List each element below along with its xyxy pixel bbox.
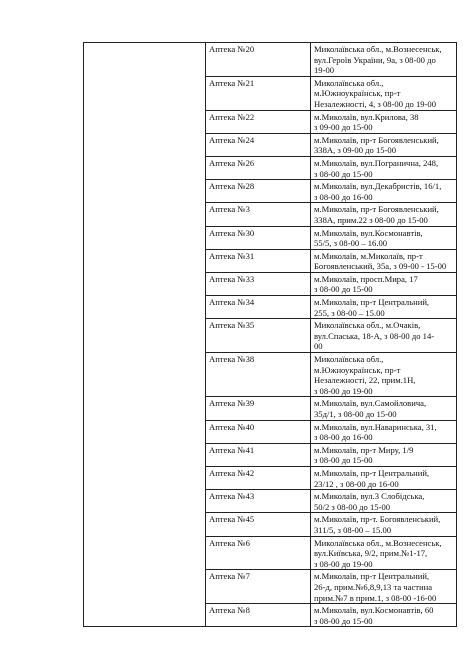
address-line: м.Миколаїв, вул.Погранична, 248, [314,157,439,168]
pharmacy-name-cell [206,490,311,513]
address-line: 00 [314,341,323,352]
address-line: з 09-00 до 15-00 [314,122,373,133]
address-line: м.Южноукраїнськ, пр-т [314,364,401,375]
pharmacy-address-cell [311,76,457,110]
address-line: м.Миколаїв, пр-т Центральний, [314,571,430,582]
pharmacy-address-cell [311,156,457,179]
pharmacy-name-cell [206,249,311,272]
address-line: Миколаївська обл., м.Вознесенськ, [314,537,442,548]
pharmacy-name-cell [206,536,311,570]
pharmacy-name-cell [206,319,311,353]
address-line: м.Миколаїв, пр-т Миру, 1/9 [314,444,414,455]
address-line: Миколаївська обл., м.Очаків, [314,320,421,331]
pharmacy-name: Аптека №6 [209,537,250,548]
pharmacy-name: Аптека №45 [209,514,255,525]
address-line: 338А, прим.22 з 08-00 до 15-00 [314,214,428,225]
pharmacy-name: Аптека №22 [209,111,255,122]
address-line: м.Миколаїв, пр-т Центральний, [314,467,430,478]
address-line: Незалежності, 4, з 08-00 до 19-00 [314,98,437,109]
pharmacy-address-cell [311,513,457,536]
pharmacy-name: Аптека №35 [209,320,255,331]
pharmacy-address-cell [311,226,457,249]
address-line: Богоявленський, 35а, з 09-00 - 15-00 [314,261,447,272]
pharmacy-address-cell [311,249,457,272]
address-line: вул.Героїв України, 9а, з 08-00 до [314,54,436,65]
address-line: м.Миколаїв, вул.Декабристів, 16/1, [314,181,442,192]
address-line: Миколаївська обл., м.Вознесенськ, [314,44,442,54]
pharmacy-address-cell [311,466,457,489]
address-line: Незалежності, 22, прим.1Н, [314,375,416,386]
pharmacy-name-cell [206,156,311,179]
pharmacy-name: Аптека №8 [209,605,250,616]
pharmacy-name-cell [206,43,311,77]
address-line: з 08-00 до 15-00 [314,284,373,295]
pharmacy-address-cell [311,536,457,570]
address-line: з 08-00 до 16-00 [314,191,373,202]
pharmacy-name-cell [206,296,311,319]
address-line: з 08-00 до 16-00 [314,432,373,443]
pharmacy-name-cell [206,466,311,489]
address-line: м.Миколаїв, вул.Космонавтів, [314,227,423,238]
pharmacy-name: Аптека №21 [209,77,255,88]
pharmacy-name-cell [206,76,311,110]
pharmacy-name-cell [206,397,311,420]
address-line: вул.Спаська, 18-А, з 08-00 до 14- [314,330,435,341]
merged-region-cell [84,43,206,627]
address-line: з 08-00 до 19-00 [314,385,373,396]
pharmacy-name: Аптека №33 [209,273,255,284]
pharmacy-name-cell [206,570,311,604]
pharmacy-name: Аптека №39 [209,398,255,409]
pharmacy-name-cell [206,443,311,466]
pharmacy-name: Аптека №31 [209,250,255,261]
address-line: 311/5, з 08-00 – 15.00 [314,524,392,535]
address-line: 338А, з 09-00 до 15-00 [314,145,397,156]
pharmacy-name-cell [206,133,311,156]
pharmacy-name: Аптека №30 [209,227,255,238]
address-line: м.Миколаїв, вул.Наваринська, 31, [314,421,437,432]
pharmacy-name: Аптека №24 [209,134,255,145]
pharmacy-name: Аптека №38 [209,354,255,365]
address-line: прим.№7 в прим.1, з 08-00 -16-00 [314,592,437,603]
address-line: Миколаївська обл., [314,77,384,88]
pharmacy-address-cell [311,443,457,466]
pharmacy-address-cell [311,180,457,203]
pharmacy-name-cell [206,604,311,627]
pharmacy-name: Аптека №26 [209,157,255,168]
pharmacy-name: Аптека №3 [209,204,250,215]
pharmacy-name: Аптека №42 [209,467,255,478]
pharmacy-address-cell [311,420,457,443]
address-line: 50/2 з 08-00 до 15-00 [314,501,391,512]
address-line: з 08-00 до 19-00 [314,558,373,569]
pharmacy-name: Аптека №20 [209,44,255,54]
address-line: з 08-00 до 15-00 [314,455,373,466]
pharmacy-name-cell [206,272,311,295]
pharmacy-name-cell [206,353,311,397]
pharmacy-name-cell [206,420,311,443]
pharmacy-address-cell [311,353,457,397]
pharmacy-name: Аптека №43 [209,491,255,502]
pharmacy-address-cell [311,397,457,420]
pharmacy-address-cell [311,110,457,133]
pharmacy-address-cell [311,133,457,156]
pharmacy-address-cell [311,319,457,353]
address-line: 26-д, прим.№6,8,9,13 та частина [314,581,433,592]
pharmacy-address-cell [311,203,457,226]
address-line: м.Миколаїв, пр-т Богоявленський, [314,134,439,145]
pharmacy-name: Аптека №34 [209,297,255,308]
address-line: м.Миколаїв, пр-т Центральний, [314,297,430,308]
address-line: м.Миколаїв, вул.Самойловича, [314,398,427,409]
pharmacy-address-cell [311,43,457,77]
address-line: м.Миколаїв, вул.Космонавтів, 60 [314,605,434,616]
pharmacy-table-body [84,43,457,627]
pharmacy-address-cell [311,570,457,604]
pharmacy-address-cell [311,604,457,627]
address-line: м.Миколаїв, просп.Мира, 17 [314,273,418,284]
address-line: 255, з 08-00 – 15.00 [314,307,385,318]
address-line: м.Миколаїв, м.Миколаїв, пр-т [314,250,423,261]
address-line: з 08-00 до 15-00 [314,168,373,179]
address-line: м.Миколаїв, вул.Крилова, 38 [314,111,419,122]
pharmacy-table [83,42,457,627]
pharmacy-address-cell [311,490,457,513]
address-line: м.Южноукраїнськ, пр-т [314,88,401,99]
address-line: Миколаївська обл., [314,354,384,365]
pharmacy-address-cell [311,272,457,295]
pharmacy-address-cell [311,296,457,319]
pharmacy-name: Аптека №41 [209,444,255,455]
address-line: з 08-00 до 15-00 [314,615,373,626]
address-line: 55/5, з 08-00 – 16.00 [314,238,388,249]
address-line: м.Миколаїв, пр-т Богоявленський, [314,204,439,215]
pharmacy-name-cell [206,513,311,536]
pharmacy-name-cell [206,180,311,203]
pharmacy-name-cell [206,226,311,249]
address-line: 19-00 [314,65,335,76]
pharmacy-name: Аптека №7 [209,571,250,582]
pharmacy-name-cell [206,110,311,133]
address-line: 23/12 , з 08-00 до 16-00 [314,478,399,489]
address-line: вул.Київська, 9/2, прим.№1-17, [314,548,428,559]
pharmacy-name: Аптека №28 [209,181,255,192]
address-line: 35д/1, з 08-00 до 15-00 [314,409,397,419]
address-line: м.Миколаїв, пр-т. Богоявленський, [314,514,441,525]
address-line: м.Миколаїв, вул.3 Слобідська, [314,491,425,502]
table-row [84,43,457,77]
pharmacy-name: Аптека №40 [209,421,255,432]
pharmacy-name-cell [206,203,311,226]
